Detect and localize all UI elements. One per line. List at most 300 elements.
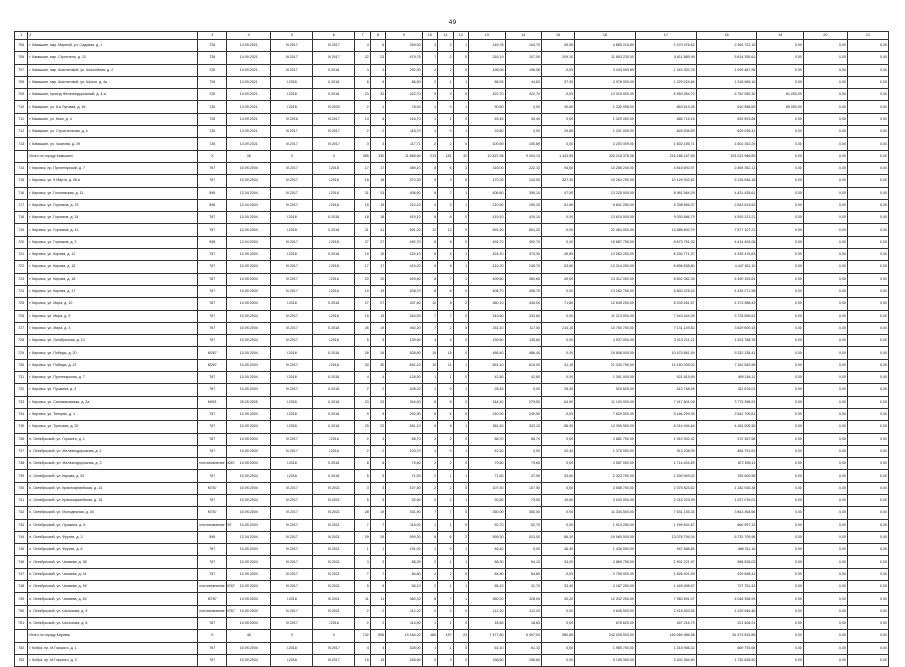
table-cell: 1: [422, 126, 437, 138]
table-row: [15, 421, 889, 433]
table-row: [15, 273, 889, 285]
table-cell: 27: [355, 236, 370, 248]
table-cell: 7: [370, 519, 385, 531]
table-cell: 749: [15, 593, 28, 605]
table-cell: 10.09.2004: [227, 568, 271, 580]
table-cell: 11 193 000,00: [575, 396, 636, 408]
table-cell: 726: [198, 101, 227, 113]
table-cell: 725: [15, 298, 28, 310]
table-cell: 722: [15, 261, 28, 273]
table-cell: 13 314 250,00: [575, 261, 636, 273]
table-cell: 0,00: [757, 212, 803, 224]
table-cell: 8: [355, 458, 370, 470]
table-row: [15, 347, 889, 359]
table-cell: 738: [15, 458, 28, 470]
table-cell: 1: [438, 470, 453, 482]
table-cell: 787: [198, 433, 227, 445]
table-row: [15, 224, 889, 236]
table-cell: 787: [198, 322, 227, 334]
table-cell: 0,00: [757, 581, 803, 593]
table-row: [15, 76, 889, 88]
table-cell: 343,60: [469, 310, 505, 322]
table-cell: 330: [370, 150, 385, 162]
table-cell: 0,00: [848, 113, 889, 125]
table-cell: Х: [198, 150, 227, 162]
table-cell: 10: [422, 359, 437, 371]
table-cell: 360,20: [469, 593, 505, 605]
table-cell: 0,00: [803, 408, 847, 420]
table-cell: 2: [438, 138, 453, 150]
table-cell: 0,00: [757, 396, 803, 408]
table-cell: 2: [422, 458, 437, 470]
table-cell: 4 181 005,36: [696, 421, 757, 433]
table-cell: 742: [355, 630, 370, 642]
table-cell: II.2018: [313, 372, 355, 384]
table-cell: I.2018: [271, 212, 313, 224]
table-cell: 10.09.2004: [227, 273, 271, 285]
table-cell: 7: [422, 52, 437, 64]
table-cell: 599,30: [386, 531, 422, 543]
table-cell: 0,00: [757, 421, 803, 433]
table-cell: 10.09.2004: [227, 359, 271, 371]
table-cell: 107,50: [386, 482, 422, 494]
table-cell: 0,00: [803, 384, 847, 396]
table-cell: 1: [453, 76, 468, 88]
table-cell: 9 394,13: [505, 150, 541, 162]
table-cell: г. Кировск, ул. Пролетарская, д. 7: [28, 372, 198, 384]
table-cell: 40,20: [541, 593, 574, 605]
table-cell: 7: [422, 310, 437, 322]
table-cell: 6 732 705,96: [696, 531, 757, 543]
table-cell: г. Кировск, ул. Октябрьская, д. 10: [28, 335, 198, 347]
table-cell: 12: [453, 32, 468, 40]
table-cell: 0,00: [757, 249, 803, 261]
table-cell: 0,00: [803, 445, 847, 457]
table-cell: 27: [355, 298, 370, 310]
table-cell: 58,30: [541, 421, 574, 433]
table-row: [15, 568, 889, 580]
table-cell: 9: [438, 89, 453, 101]
table-cell: 0,00: [541, 617, 574, 629]
table-cell: Х: [313, 150, 355, 162]
table-cell: 149,78: [469, 40, 505, 52]
table-cell: 0,00: [803, 654, 847, 666]
table-cell: IV.2017: [271, 544, 313, 556]
table-cell: 10.09.2004: [227, 544, 271, 556]
table-cell: 4: [355, 372, 370, 384]
table-cell: 157: [438, 630, 453, 642]
table-cell: 25.05.2005: [227, 396, 271, 408]
table-cell: 19: [370, 285, 385, 297]
table-cell: 457 216,79: [635, 617, 696, 629]
table-cell: 2: [438, 64, 453, 76]
table-cell: 0: [453, 372, 468, 384]
table-cell: 428,20: [386, 384, 422, 396]
table-cell: 0,00: [848, 101, 889, 113]
table-cell: 751: [15, 617, 28, 629]
table-cell: п. Октябрьский, ул. Шолохова, д. 9: [28, 605, 198, 617]
table-cell: 5 332 138,41: [696, 347, 757, 359]
table-cell: I.2018: [313, 285, 355, 297]
table-cell: I.2018: [313, 199, 355, 211]
table-cell: II.2018: [313, 76, 355, 88]
table-cell: 4 431 435,61: [696, 187, 757, 199]
table-cell: 8: [422, 236, 437, 248]
table-cell: 22 464 000,00: [575, 224, 636, 236]
table-cell: М787: [198, 593, 227, 605]
table-cell: 5: [355, 494, 370, 506]
table-cell: 10.09.2004: [227, 556, 271, 568]
table-cell: п. Октябрьский, ул. Пушкина, д. 6: [28, 519, 198, 531]
table-cell: 0: [438, 101, 453, 113]
table-cell: 3: [355, 556, 370, 568]
table-cell: 0,00: [848, 40, 889, 52]
table-cell: 787: [198, 494, 227, 506]
table-cell: 159,20: [505, 199, 541, 211]
table-cell: Х: [198, 630, 227, 642]
table-cell: 0,00: [848, 76, 889, 88]
table-cell: 0,00: [848, 162, 889, 174]
table-cell: 8: [422, 531, 437, 543]
table-cell: п. Октябрьский, ул. Чапаева, д. 59: [28, 581, 198, 593]
table-cell: 419,10: [386, 212, 422, 224]
table-cell: 1 315 956,32: [635, 642, 696, 654]
table-cell: 3: [422, 40, 437, 52]
table-cell: 5: [453, 322, 468, 334]
table-cell: 598: [198, 236, 227, 248]
table-row: [15, 52, 889, 64]
table-cell: 17: [635, 32, 696, 40]
table-cell: 726: [198, 89, 227, 101]
table-cell: 0,00: [848, 224, 889, 236]
table-cell: 8 673 751,92: [635, 236, 696, 248]
table-cell: 7: [422, 507, 437, 519]
table-cell: 750: [15, 605, 28, 617]
table-cell: 1 601 152,29: [696, 138, 757, 150]
table-cell: 2: [355, 605, 370, 617]
table-cell: 19: [757, 32, 803, 40]
table-cell: 947 688,84: [635, 544, 696, 556]
table-cell: 3: [370, 482, 385, 494]
table-cell: I.2018: [313, 617, 355, 629]
table-cell: 17: [355, 162, 370, 174]
table-cell: 2 587 000,00: [575, 458, 636, 470]
table-cell: I.2018: [313, 236, 355, 248]
table-cell: 0,00: [803, 544, 847, 556]
table-cell: 2: [438, 322, 453, 334]
table-cell: 10.09.2004: [227, 470, 271, 482]
table-cell: 1 910 250,00: [575, 519, 636, 531]
table-cell: 492,70: [505, 236, 541, 248]
table-cell: 4 490 153,61: [696, 273, 757, 285]
table-cell: 0,00: [803, 556, 847, 568]
table-cell: 492,70: [469, 236, 505, 248]
table-cell: 29,80: [541, 126, 574, 138]
table-cell: 112,20: [386, 605, 422, 617]
table-cell: 691,20: [505, 224, 541, 236]
table-cell: Х: [313, 630, 355, 642]
table-cell: 735: [15, 421, 28, 433]
table-cell: 4 816 692,97: [635, 162, 696, 174]
table-cell: IV.2017: [271, 445, 313, 457]
table-cell: 216,70: [386, 113, 422, 125]
table-cell: IV.2017: [271, 335, 313, 347]
table-cell: IV.2017: [271, 482, 313, 494]
table-cell: М787: [198, 482, 227, 494]
table-cell: 0,00: [757, 126, 803, 138]
table-cell: 0,00: [803, 335, 847, 347]
table-cell: 0,00: [803, 470, 847, 482]
table-row: [15, 531, 889, 543]
table-cell: 913 208,39: [635, 445, 696, 457]
table-cell: 12 395 500,00: [575, 421, 636, 433]
table-cell: 107,50: [505, 482, 541, 494]
table-cell: 15 887 750,00: [575, 236, 636, 248]
table-cell: 5 186 299,39: [635, 408, 696, 420]
table-cell: 10.09.2004: [227, 322, 271, 334]
table-cell: 23: [453, 630, 468, 642]
table-cell: 2: [438, 494, 453, 506]
table-cell: г. Кировск, ул. Пушкина, д. 3: [28, 384, 198, 396]
table-cell: 1: [422, 445, 437, 457]
table-cell: 92,60: [386, 494, 422, 506]
table-cell: 0,00: [803, 224, 847, 236]
table-cell: I.2018: [313, 335, 355, 347]
table-cell: 316,00: [469, 162, 505, 174]
table-cell: 15: [370, 654, 385, 666]
table-cell: 15: [438, 347, 453, 359]
table-cell: 0,00: [848, 494, 889, 506]
table-cell: 8 961 564,39: [635, 187, 696, 199]
table-cell: 222,10: [505, 162, 541, 174]
table-row: [15, 359, 889, 371]
table-cell: 7: [355, 519, 370, 531]
table-cell: 9: [422, 261, 437, 273]
table-cell: 13 078 794,04: [635, 531, 696, 543]
table-cell: 139,60: [505, 335, 541, 347]
table-cell: 37,30: [541, 76, 574, 88]
table-cell: 19,60: [541, 494, 574, 506]
table-cell: г. Кобра, пр. М.Горького, д. 1: [28, 642, 198, 654]
table-cell: III.2017: [271, 64, 313, 76]
table-cell: 11: [370, 593, 385, 605]
table-cell: 6 953 554,70: [635, 89, 696, 101]
table-cell: 1: [422, 113, 437, 125]
table-cell: 14.09.2021: [227, 126, 271, 138]
table-cell: 2: [355, 445, 370, 457]
table-cell: 1: [453, 445, 468, 457]
table-cell: 344,40: [469, 396, 505, 408]
table-cell: 10.09.2004: [227, 175, 271, 187]
table-cell: 320 218 378,06: [575, 150, 636, 162]
table-cell: 0,00: [848, 617, 889, 629]
table-cell: 0,00: [757, 630, 803, 642]
table-cell: 1: [370, 544, 385, 556]
table-cell: 0,00: [848, 642, 889, 654]
table-row: [15, 433, 889, 445]
table-cell: 1: [438, 642, 453, 654]
table-cell: 728: [15, 335, 28, 347]
table-cell: 32: [453, 150, 468, 162]
table-cell: 721: [15, 249, 28, 261]
table-cell: 1: [355, 544, 370, 556]
table-cell: 8: [438, 212, 453, 224]
table-cell: IV.2017: [271, 236, 313, 248]
table-cell: 1: [453, 261, 468, 273]
table-cell: 139,60: [386, 335, 422, 347]
table-cell: 19 164,20: [386, 630, 422, 642]
table-cell: 4: [370, 372, 385, 384]
table-cell: 350,00: [469, 507, 505, 519]
table-cell: 12: [438, 224, 453, 236]
table-cell: 0,00: [541, 482, 574, 494]
table-cell: 1: [438, 581, 453, 593]
table-cell: IV.2021: [313, 531, 355, 543]
table-cell: 0,00: [757, 359, 803, 371]
table-cell: 360,20: [386, 593, 422, 605]
table-cell: 5: [438, 162, 453, 174]
table-cell: 360,60: [505, 273, 541, 285]
table-cell: 0,00: [803, 347, 847, 359]
table-cell: 10.09.2004: [227, 372, 271, 384]
table-cell: 15: [355, 654, 370, 666]
table-cell: 1 318 965,16: [696, 76, 757, 88]
table-cell: 1 714 424,89: [635, 458, 696, 470]
table-cell: 84,80: [469, 568, 505, 580]
table-cell: 787: [198, 261, 227, 273]
table-cell: 470,30: [386, 175, 422, 187]
table-cell: 19: [355, 249, 370, 261]
table-cell: II.2018: [313, 89, 355, 101]
table-cell: 0,00: [803, 581, 847, 593]
table-cell: IV.2017: [271, 531, 313, 543]
table-cell: 0,00: [848, 654, 889, 666]
table-cell: 11 893 230,00: [575, 52, 636, 64]
table-cell: 2: [370, 617, 385, 629]
table-row: [15, 126, 889, 138]
table-cell: I.2018: [313, 261, 355, 273]
table-cell: 0,00: [541, 507, 574, 519]
table-cell: 8 214 494,64: [635, 421, 696, 433]
table-cell: 1: [15, 32, 28, 40]
table-cell: 4 865 218,80: [575, 40, 636, 52]
table-cell: г. Кировск, ул. Сальмаковская, д. 2а: [28, 396, 198, 408]
table-cell: 730: [15, 359, 28, 371]
table-cell: 406,60: [386, 187, 422, 199]
table-cell: 2: [453, 396, 468, 408]
table-cell: 11 213 000,00: [575, 310, 636, 322]
table-cell: 5 135 546,18: [696, 175, 757, 187]
table-cell: 0,00: [541, 347, 574, 359]
table-cell: 513,00: [505, 531, 541, 543]
table-cell: г. Кировск, ул. Горняков, д. 23: [28, 199, 198, 211]
table-cell: 216 188 167,59: [635, 150, 696, 162]
table-cell: 783 800,98: [696, 470, 757, 482]
table-cell: 32: [370, 89, 385, 101]
table-row: [15, 642, 889, 654]
table-cell: 15: [370, 310, 385, 322]
table-cell: 4 373 988,43: [696, 298, 757, 310]
table-cell: 13: [355, 113, 370, 125]
table-cell: 10 129 303,82: [635, 175, 696, 187]
table-row: [15, 494, 889, 506]
table-cell: 61,10: [469, 642, 505, 654]
table-cell: 0,00: [848, 261, 889, 273]
table-cell: 1: [453, 359, 468, 371]
table-cell: 86,50: [386, 76, 422, 88]
table-cell: 492,20: [386, 322, 422, 334]
table-cell: 11: [438, 359, 453, 371]
table-cell: I.2018: [313, 445, 355, 457]
table-cell: 660 597,33: [696, 519, 757, 531]
table-row: [15, 335, 889, 347]
table-cell: 7: [370, 568, 385, 580]
table-cell: 19: [355, 285, 370, 297]
table-cell: 787: [198, 162, 227, 174]
table-cell: 23: [370, 396, 385, 408]
table-cell: 0,00: [803, 310, 847, 322]
table-cell: 639 593,84: [696, 113, 757, 125]
table-cell: I.2018: [271, 347, 313, 359]
table-cell: IV.2017: [271, 384, 313, 396]
table-cell: IV.2020: [313, 101, 355, 113]
table-cell: 10.09.2004: [227, 310, 271, 322]
table-cell: 0,00: [541, 654, 574, 666]
table-cell: 706: [15, 52, 28, 64]
table-cell: 12.04.2004: [227, 236, 271, 248]
table-cell: 0,00: [803, 52, 847, 64]
table-cell: 1: [453, 249, 468, 261]
table-cell: 10.09.2004: [227, 642, 271, 654]
table-cell: 0,00: [757, 187, 803, 199]
table-cell: IV.2017: [271, 162, 313, 174]
table-cell: 191,00: [386, 544, 422, 556]
table-cell: I.2018: [271, 408, 313, 420]
table-cell: 726: [198, 64, 227, 76]
table-cell: 328,00: [505, 593, 541, 605]
table-cell: 2 015 223,99: [635, 494, 696, 506]
table-cell: 0,00: [757, 654, 803, 666]
table-cell: 0,00: [803, 519, 847, 531]
table-cell: 0,00: [848, 89, 889, 101]
table-cell: 2: [422, 433, 437, 445]
table-cell: I.2018: [271, 458, 313, 470]
table-cell: 6: [422, 408, 437, 420]
table-cell: 18,83: [469, 617, 505, 629]
table-cell: 0,00: [541, 519, 574, 531]
table-cell: 0,00: [803, 249, 847, 261]
table-cell: 1 332 908,00: [575, 101, 636, 113]
table-cell: 0,00: [757, 150, 803, 162]
table-cell: 344,50: [386, 310, 422, 322]
table-cell: 0,00: [757, 605, 803, 617]
table-cell: 65,10: [469, 581, 505, 593]
table-cell: 741: [15, 494, 28, 506]
table-cell: 34,20: [541, 556, 574, 568]
table-cell: 316,19: [469, 52, 505, 64]
table-cell: 0: [453, 224, 468, 236]
table-cell: 8: [422, 187, 437, 199]
table-cell: 0,00: [757, 617, 803, 629]
table-cell: II.2018: [313, 396, 355, 408]
table-cell: IV.2017: [271, 187, 313, 199]
table-cell: 0,00: [848, 458, 889, 470]
table-cell: I.2018: [271, 224, 313, 236]
table-cell: 0,00: [848, 445, 889, 457]
table-cell: 6: [313, 32, 355, 40]
table-cell: 31,70: [505, 581, 541, 593]
table-row: [15, 593, 889, 605]
